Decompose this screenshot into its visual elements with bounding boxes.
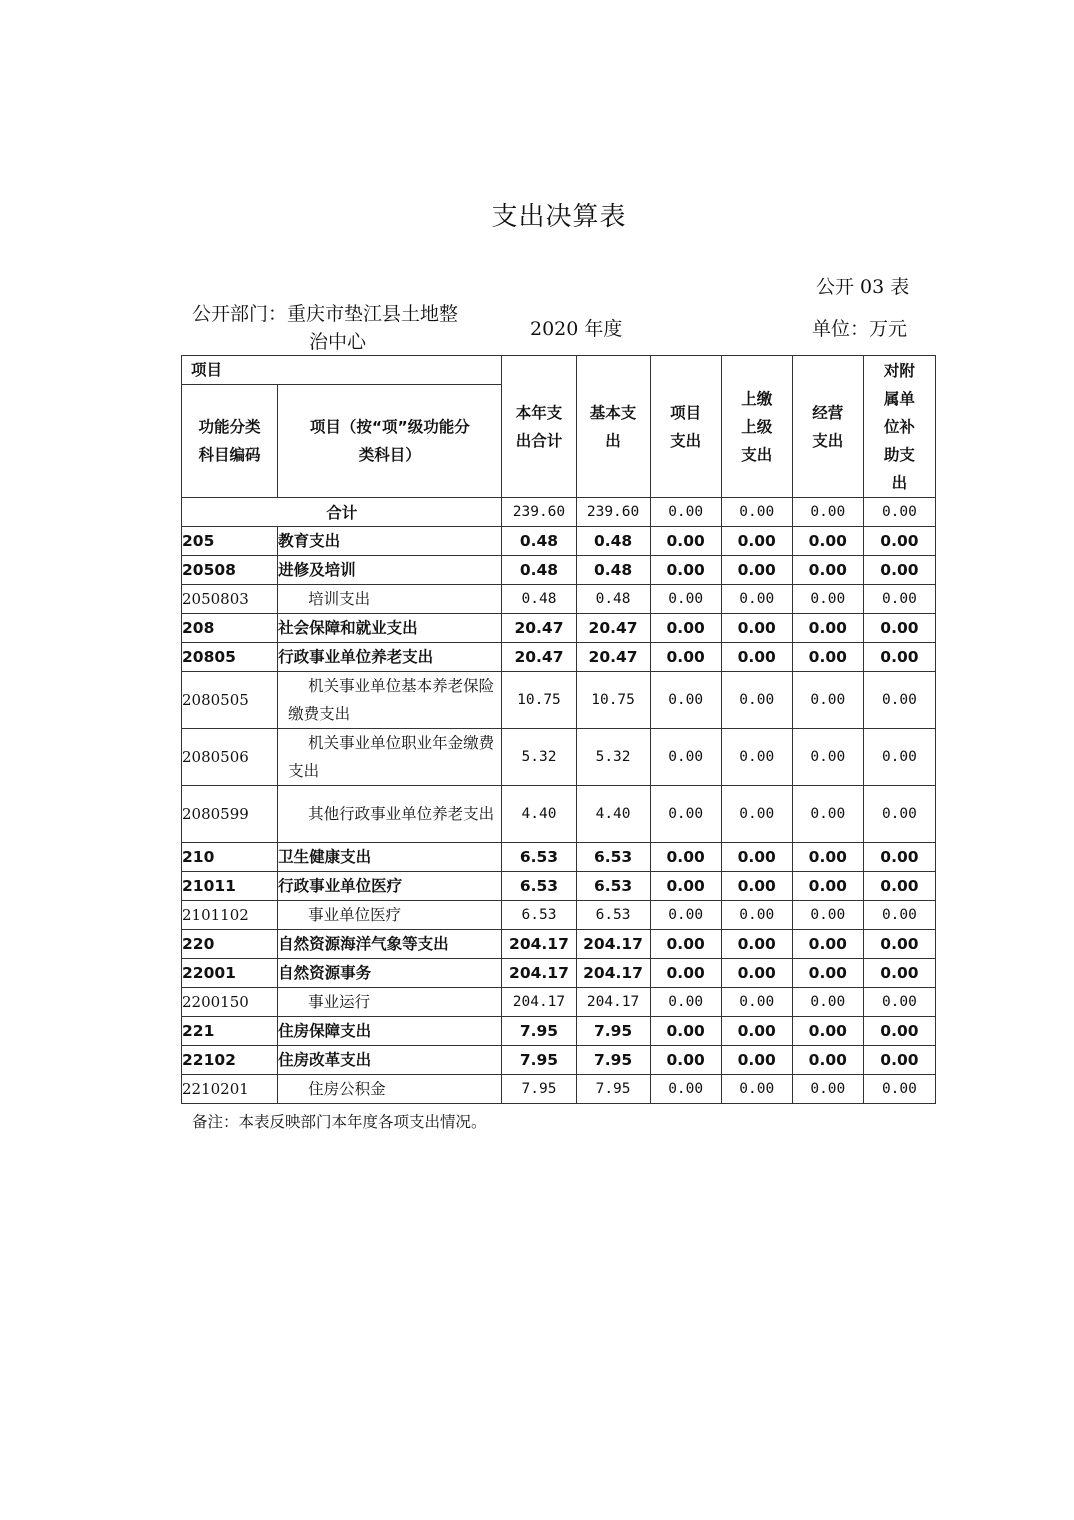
row-code: 2101102	[182, 901, 278, 930]
row-value: 0.00	[650, 585, 721, 614]
row-value: 0.00	[792, 1046, 863, 1075]
row-value: 0.00	[721, 672, 792, 729]
row-value: 0.00	[792, 988, 863, 1017]
row-name: 行政事业单位医疗	[278, 872, 502, 901]
row-value: 0.00	[792, 614, 863, 643]
footnote: 备注：本表反映部门本年度各项支出情况。	[192, 1113, 487, 1131]
row-value: 0.00	[721, 959, 792, 988]
row-value: 0.48	[576, 585, 650, 614]
row-name: 卫生健康支出	[278, 843, 502, 872]
row-value: 6.53	[502, 843, 576, 872]
row-name: 行政事业单位养老支出	[278, 643, 502, 672]
total-value: 239.60	[502, 498, 576, 527]
header-project: 项目 支出	[650, 356, 721, 498]
row-value: 20.47	[576, 614, 650, 643]
table-row	[182, 1017, 936, 1046]
table-row	[182, 988, 936, 1017]
row-value: 0.00	[721, 1075, 792, 1104]
row-value: 0.00	[721, 786, 792, 843]
row-value: 0.00	[792, 527, 863, 556]
row-value: 204.17	[576, 988, 650, 1017]
department	[192, 300, 512, 356]
row-value: 0.00	[792, 872, 863, 901]
total-value: 239.60	[576, 498, 650, 527]
row-code: 20805	[182, 643, 278, 672]
row-value: 0.00	[792, 786, 863, 843]
table-row	[182, 1075, 936, 1104]
row-value: 0.00	[792, 901, 863, 930]
row-value: 6.53	[502, 901, 576, 930]
table-row	[182, 959, 936, 988]
row-value: 0.00	[863, 585, 935, 614]
row-value: 7.95	[576, 1046, 650, 1075]
row-value: 6.53	[576, 901, 650, 930]
row-value: 0.00	[792, 556, 863, 585]
row-value: 0.48	[502, 527, 576, 556]
row-value: 20.47	[502, 643, 576, 672]
row-value: 5.32	[502, 729, 576, 786]
page-title: 支出决算表	[491, 202, 627, 232]
row-value: 0.00	[863, 843, 935, 872]
table-row	[182, 556, 936, 585]
row-value: 10.75	[502, 672, 576, 729]
row-value: 0.00	[792, 672, 863, 729]
row-value: 6.53	[502, 872, 576, 901]
row-value: 0.00	[863, 901, 935, 930]
row-value: 0.00	[721, 988, 792, 1017]
expenditure-table	[181, 355, 936, 1104]
row-value: 20.47	[502, 614, 576, 643]
row-value: 7.95	[576, 1075, 650, 1104]
row-value: 0.00	[650, 527, 721, 556]
row-value: 0.00	[792, 643, 863, 672]
unit-label: 单位：万元	[812, 318, 908, 340]
row-value: 0.00	[650, 1017, 721, 1046]
row-code: 20508	[182, 556, 278, 585]
row-code: 2080505	[182, 672, 278, 729]
row-value: 0.00	[792, 843, 863, 872]
table-row	[182, 872, 936, 901]
row-value: 0.00	[650, 988, 721, 1017]
table-row	[182, 527, 936, 556]
row-value: 0.00	[863, 729, 935, 786]
row-value: 4.40	[502, 786, 576, 843]
row-name: 其他行政事业单位养老支出	[278, 786, 502, 843]
row-value: 0.00	[721, 729, 792, 786]
header-subsidy: 对附 属单 位补 助支 出	[863, 356, 935, 498]
row-value: 0.00	[650, 556, 721, 585]
row-value: 0.00	[721, 1046, 792, 1075]
table-body	[182, 527, 936, 1104]
row-code: 2080599	[182, 786, 278, 843]
row-name: 自然资源海洋气象等支出	[278, 930, 502, 959]
row-code: 22102	[182, 1046, 278, 1075]
row-value: 204.17	[502, 930, 576, 959]
row-value: 0.00	[721, 930, 792, 959]
row-value: 0.00	[792, 959, 863, 988]
row-name: 进修及培训	[278, 556, 502, 585]
row-value: 7.95	[576, 1017, 650, 1046]
row-name: 机关事业单位基本养老保险缴费支出	[278, 672, 502, 729]
row-value: 0.00	[863, 930, 935, 959]
table-row	[182, 672, 936, 729]
row-value: 7.95	[502, 1075, 576, 1104]
row-value: 0.00	[650, 1075, 721, 1104]
row-value: 0.00	[721, 585, 792, 614]
row-value: 204.17	[502, 988, 576, 1017]
row-value: 0.00	[650, 614, 721, 643]
row-name: 事业单位医疗	[278, 901, 502, 930]
row-value: 0.48	[576, 556, 650, 585]
row-value: 0.00	[863, 643, 935, 672]
row-value: 0.00	[721, 614, 792, 643]
row-value: 0.00	[650, 930, 721, 959]
row-value: 5.32	[576, 729, 650, 786]
row-value: 0.00	[650, 672, 721, 729]
row-name: 住房改革支出	[278, 1046, 502, 1075]
header-upper: 上缴 上级 支出	[721, 356, 792, 498]
row-value: 0.48	[576, 527, 650, 556]
total-value: 0.00	[863, 498, 935, 527]
row-name: 教育支出	[278, 527, 502, 556]
row-code: 210	[182, 843, 278, 872]
row-value: 0.00	[863, 527, 935, 556]
header-code: 功能分类 科目编码	[182, 385, 278, 498]
row-value: 0.00	[792, 729, 863, 786]
row-value: 6.53	[576, 872, 650, 901]
total-value: 0.00	[650, 498, 721, 527]
row-value: 204.17	[576, 930, 650, 959]
row-name: 事业运行	[278, 988, 502, 1017]
row-value: 0.00	[863, 988, 935, 1017]
row-code: 2210201	[182, 1075, 278, 1104]
row-name: 自然资源事务	[278, 959, 502, 988]
total-label: 合计	[182, 498, 502, 527]
table-row	[182, 1046, 936, 1075]
row-value: 0.00	[863, 672, 935, 729]
row-value: 0.00	[792, 1017, 863, 1046]
row-value: 0.00	[650, 729, 721, 786]
row-value: 10.75	[576, 672, 650, 729]
row-name: 社会保障和就业支出	[278, 614, 502, 643]
row-code: 220	[182, 930, 278, 959]
table-row	[182, 585, 936, 614]
total-value: 0.00	[721, 498, 792, 527]
row-value: 0.00	[721, 556, 792, 585]
row-code: 22001	[182, 959, 278, 988]
total-row	[182, 498, 936, 527]
header-item: 项目	[182, 356, 502, 385]
row-value: 0.00	[650, 843, 721, 872]
row-code: 208	[182, 614, 278, 643]
row-value: 0.00	[863, 614, 935, 643]
row-value: 0.00	[721, 527, 792, 556]
header-row-1	[182, 356, 936, 385]
row-value: 204.17	[576, 959, 650, 988]
department-line2: 治中心	[309, 331, 367, 353]
table-row	[182, 901, 936, 930]
row-value: 0.00	[721, 643, 792, 672]
row-value: 0.00	[650, 643, 721, 672]
header-name: 项目（按“项”级功能分 类科目）	[278, 385, 502, 498]
row-value: 0.00	[650, 901, 721, 930]
row-value: 4.40	[576, 786, 650, 843]
row-name: 住房保障支出	[278, 1017, 502, 1046]
total-value: 0.00	[792, 498, 863, 527]
row-value: 0.00	[721, 843, 792, 872]
row-value: 0.00	[721, 872, 792, 901]
row-value: 0.00	[863, 1075, 935, 1104]
table-row	[182, 786, 936, 843]
row-value: 0.00	[650, 872, 721, 901]
header-total: 本年支 出合计	[502, 356, 576, 498]
row-value: 7.95	[502, 1017, 576, 1046]
row-code: 205	[182, 527, 278, 556]
fiscal-year: 2020 年度	[530, 318, 623, 340]
department-line1: 公开部门：重庆市垫江县土地整	[192, 303, 459, 325]
row-code: 2200150	[182, 988, 278, 1017]
table-row	[182, 614, 936, 643]
row-value: 0.00	[863, 1017, 935, 1046]
row-code: 21011	[182, 872, 278, 901]
row-value: 0.00	[650, 959, 721, 988]
row-code: 221	[182, 1017, 278, 1046]
row-code: 2050803	[182, 585, 278, 614]
header-business: 经营 支出	[792, 356, 863, 498]
form-number: 公开 03 表	[816, 276, 910, 298]
row-value: 0.00	[863, 556, 935, 585]
row-value: 0.00	[863, 872, 935, 901]
row-code: 2080506	[182, 729, 278, 786]
row-value: 0.00	[792, 930, 863, 959]
row-value: 0.48	[502, 585, 576, 614]
row-value: 7.95	[502, 1046, 576, 1075]
row-value: 0.00	[721, 1017, 792, 1046]
row-value: 0.48	[502, 556, 576, 585]
table-row	[182, 843, 936, 872]
row-value: 20.47	[576, 643, 650, 672]
row-name: 机关事业单位职业年金缴费支出	[278, 729, 502, 786]
row-name: 住房公积金	[278, 1075, 502, 1104]
row-value: 0.00	[721, 901, 792, 930]
row-value: 0.00	[863, 786, 935, 843]
row-value: 0.00	[650, 1046, 721, 1075]
row-name: 培训支出	[278, 585, 502, 614]
row-value: 0.00	[650, 786, 721, 843]
row-value: 0.00	[792, 585, 863, 614]
row-value: 0.00	[792, 1075, 863, 1104]
table-row	[182, 643, 936, 672]
table-row	[182, 729, 936, 786]
row-value: 0.00	[863, 959, 935, 988]
table-row	[182, 930, 936, 959]
row-value: 0.00	[863, 1046, 935, 1075]
header-basic: 基本支 出	[576, 356, 650, 498]
row-value: 204.17	[502, 959, 576, 988]
row-value: 6.53	[576, 843, 650, 872]
